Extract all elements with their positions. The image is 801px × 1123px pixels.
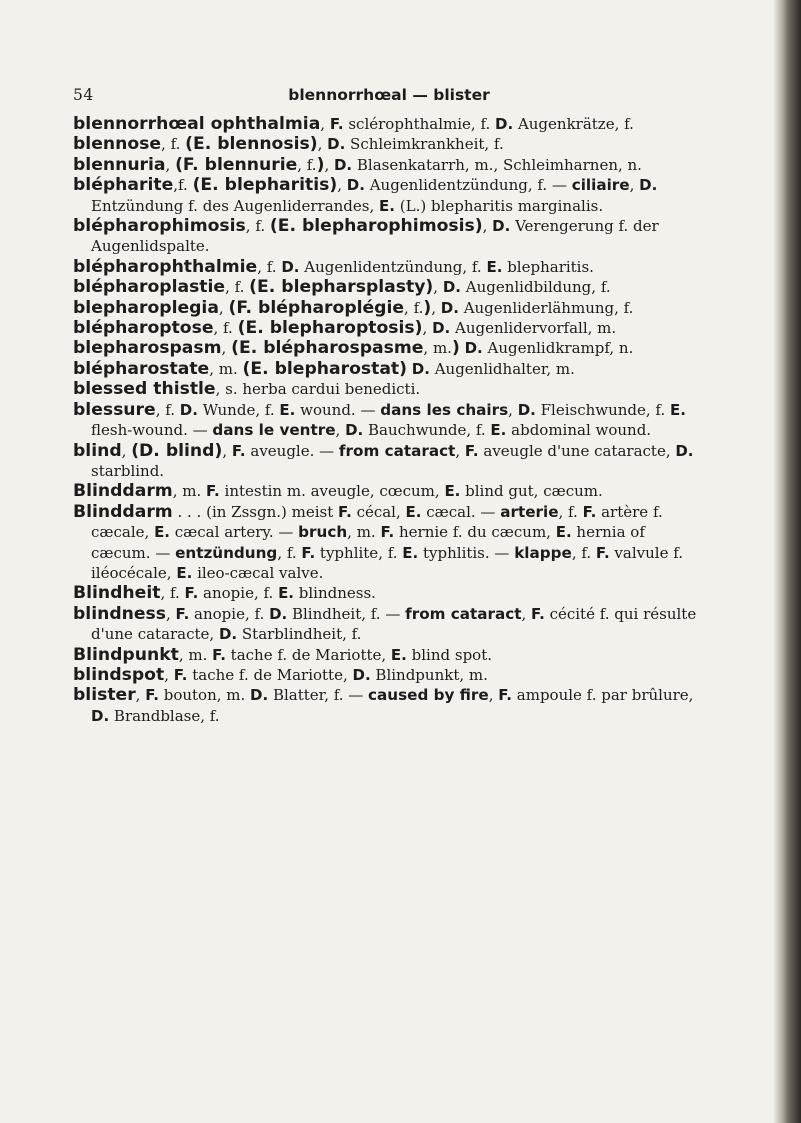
- entry-text: ,: [320, 115, 330, 133]
- entry-text: blindness.: [294, 584, 376, 603]
- entry-text: sclérophthalmie, f.: [343, 115, 496, 133]
- entry-text: wound. —: [295, 400, 381, 419]
- entry-text: Blindheit, f. —: [287, 604, 406, 623]
- language-label: F.: [206, 482, 220, 501]
- entry-text: blepharitis.: [502, 257, 594, 276]
- entry-text: , f.: [225, 278, 250, 297]
- headword: blépharoptose: [73, 318, 214, 339]
- entry-text: ampoule f. par brûlure,: [512, 686, 694, 705]
- headword: blister: [73, 685, 136, 706]
- entry-text: tache f. de Mariotte,: [225, 645, 391, 664]
- language-label: F.: [145, 686, 159, 705]
- entry-text: ,: [337, 176, 347, 195]
- entry-text: ,: [629, 176, 640, 195]
- language-label: E.: [390, 645, 407, 664]
- dictionary-entry: [73, 685, 705, 726]
- entry-text: , f.: [213, 319, 238, 338]
- entry-text: , f.: [297, 155, 317, 174]
- entry-text: cæcal. —: [421, 502, 501, 521]
- headword: blepharoplegia: [73, 297, 219, 318]
- headword: blindness: [73, 603, 166, 624]
- headword: Blinddarm: [73, 481, 173, 502]
- headword: blind: [73, 440, 122, 461]
- subentry: arterie: [500, 502, 559, 521]
- entry-text: , f.: [245, 217, 270, 236]
- entry-text: Bauchwunde, f.: [363, 421, 491, 440]
- entry-text: ,: [521, 604, 532, 623]
- dictionary-entry: [73, 359, 705, 379]
- entry-text: Augenliderlähmung, f.: [458, 298, 634, 317]
- entry-text: ileo-cæcal valve.: [192, 563, 324, 582]
- entry-text: , f.: [160, 584, 185, 603]
- language-label: E.: [279, 400, 296, 419]
- language-label: D.: [517, 400, 536, 419]
- subentry: bruch: [298, 523, 348, 542]
- language-label: D.: [411, 359, 430, 378]
- entry-text: Fleischwunde, f.: [535, 400, 670, 419]
- headword: Blindpunkt: [73, 644, 179, 665]
- entry-text: ,: [317, 135, 328, 154]
- subentry: from cataract: [338, 441, 456, 460]
- dictionary-entry: [73, 604, 705, 645]
- entry-text: Augenlidkrampf, n.: [482, 339, 634, 358]
- entry-text: , f.: [277, 543, 302, 562]
- entry-text: anopie, f.: [189, 604, 270, 623]
- entry-text: tache f. de Mariotte,: [187, 665, 353, 684]
- language-label: D.: [345, 421, 364, 440]
- headword: Blinddarm: [73, 501, 173, 522]
- entry-text: bouton, m.: [158, 686, 251, 705]
- headword: ): [423, 297, 432, 318]
- language-label: D.: [281, 257, 300, 276]
- entry-text: Starblindheit, f.: [237, 625, 362, 644]
- language-label: D.: [440, 298, 459, 317]
- subentry: caused by fire: [368, 686, 489, 705]
- entry-text: Entzündung f. des Augenliderrandes,: [91, 196, 380, 215]
- entry-text: valvule f. iléocécale,: [91, 543, 684, 582]
- headword: blennuria: [73, 154, 166, 175]
- language-label: D.: [352, 665, 371, 684]
- entry-text: Schleimkrankheit, f.: [345, 135, 504, 154]
- entry-text: ,: [164, 665, 174, 684]
- headword: blépharostate: [73, 358, 210, 379]
- entry-text: , m.: [209, 359, 243, 378]
- language-label: F.: [380, 523, 395, 542]
- page-edge-shadow: [773, 0, 801, 1123]
- language-label: E.: [486, 257, 503, 276]
- dictionary-entry: [73, 114, 705, 134]
- dictionary-entry: [73, 665, 705, 685]
- page-number: 54: [73, 86, 94, 104]
- entry-text: Blatter, f. —: [268, 686, 369, 705]
- subentry: from cataract: [405, 604, 522, 623]
- language-label: D.: [495, 115, 514, 133]
- headword: blepharospasm: [73, 338, 222, 359]
- entry-text: ,: [221, 339, 232, 358]
- language-label: F.: [329, 115, 344, 133]
- entry-text: . . . (in Zssgn.) meist: [172, 502, 339, 521]
- entry-text: Brandblase, f.: [109, 706, 220, 725]
- language-label: D.: [91, 706, 110, 725]
- entry-text: starblind.: [91, 461, 165, 480]
- headword: (E. blepharsplasty): [249, 277, 434, 298]
- entry-text: ,: [218, 298, 229, 317]
- entry-text: Augenlidentzündung, f.: [299, 257, 487, 276]
- entry-text: aveugle d'une cataracte,: [478, 441, 676, 460]
- language-label: E.: [405, 502, 422, 521]
- running-head: blennorrhœal — blister: [288, 86, 490, 104]
- dictionary-entry: [73, 583, 705, 603]
- headword: blessure: [73, 399, 156, 420]
- headword: (D. blind): [131, 440, 223, 461]
- entry-text: blind spot.: [406, 645, 492, 664]
- headword: blennose: [73, 134, 162, 155]
- language-label: E.: [402, 543, 419, 562]
- headword: blépharite: [73, 175, 174, 196]
- headword: ): [451, 338, 460, 359]
- language-label: F.: [498, 686, 513, 705]
- dictionary-entry: [73, 257, 705, 277]
- dictionary-entry: [73, 645, 705, 665]
- dictionary-entry: [73, 298, 705, 318]
- entry-text: cécité f. qui résulte d'une cataracte,: [91, 604, 697, 644]
- entry-text: , m.: [178, 645, 213, 664]
- language-label: D.: [218, 625, 238, 644]
- language-label: E.: [444, 482, 461, 501]
- entry-text: ,: [165, 155, 176, 174]
- language-label: E.: [278, 584, 295, 603]
- entry-list: [73, 114, 705, 726]
- entry-text: aveugle. —: [245, 441, 339, 460]
- entry-text: , m.: [347, 523, 381, 542]
- language-label: D.: [432, 319, 451, 338]
- entry-text: Augenlidentzündung, f. —: [364, 176, 572, 195]
- headword: (E. blennosis): [185, 134, 318, 155]
- language-label: D.: [639, 176, 658, 195]
- entry-text: ,: [335, 421, 346, 440]
- entry-text: ,: [324, 155, 334, 174]
- entry-text: abdominal wound.: [506, 421, 652, 440]
- subentry: ciliaire: [571, 176, 630, 195]
- entry-text: cæcal artery. —: [170, 523, 299, 542]
- language-label: D.: [327, 135, 346, 154]
- entry-text: Augenlidhalter, m.: [429, 359, 575, 378]
- dictionary-entry: [73, 134, 705, 154]
- entry-text: , f.: [257, 257, 282, 276]
- entry-text: Verengerung f. der Augenlidspalte.: [91, 217, 659, 256]
- language-label: F.: [173, 665, 188, 684]
- entry-text: Augenlidervorfall, m.: [450, 319, 617, 338]
- entry-text: artère f. cæcale,: [91, 502, 663, 542]
- entry-text: , f.: [161, 135, 186, 154]
- language-label: D.: [333, 155, 353, 174]
- language-label: F.: [212, 645, 226, 664]
- entry-text: (L.) blepharitis marginalis.: [394, 196, 604, 215]
- entry-text: flesh-wound. —: [91, 421, 213, 440]
- entry-text: , f.: [404, 298, 424, 317]
- entry-text: cécal,: [351, 502, 406, 521]
- language-label: E.: [669, 400, 686, 419]
- subentry: dans le ventre: [212, 421, 336, 440]
- language-label: E.: [154, 523, 171, 542]
- dictionary-entry: [73, 400, 705, 441]
- dictionary-entry: [73, 318, 705, 338]
- language-label: E.: [379, 196, 395, 215]
- language-label: E.: [490, 421, 507, 440]
- entry-text: , s. herba cardui benedicti.: [215, 380, 421, 399]
- entry-text: anopie, f.: [198, 584, 279, 603]
- language-label: D.: [492, 217, 511, 236]
- language-label: E.: [555, 523, 572, 542]
- dictionary-entry: [73, 379, 705, 399]
- entry-text: ,: [482, 217, 493, 236]
- entry-text: ,: [165, 604, 176, 623]
- headword: (F. blépharoplégie: [228, 297, 405, 318]
- entry-text: , m.: [172, 482, 207, 501]
- headword: blépharophimosis: [73, 216, 246, 237]
- entry-text: ,: [121, 441, 132, 460]
- entry-text: ,: [455, 441, 465, 460]
- entry-text: blind gut, cæcum.: [460, 482, 603, 501]
- entry-text: Augenlidbildung, f.: [460, 278, 611, 297]
- language-label: D.: [250, 686, 269, 705]
- language-label: F.: [582, 502, 597, 521]
- language-label: F.: [595, 543, 610, 562]
- language-label: F.: [464, 441, 479, 460]
- entry-text: ,: [422, 319, 433, 338]
- entry-text: ,f.: [173, 176, 193, 195]
- entry-text: hernia of cæcum. —: [91, 523, 645, 562]
- entry-text: ,: [433, 278, 443, 297]
- language-label: D.: [269, 604, 288, 623]
- language-label: F.: [531, 604, 545, 623]
- headword: (E. blépharospasme: [231, 338, 424, 359]
- entry-text: ,: [488, 686, 499, 705]
- language-label: E.: [176, 563, 193, 582]
- language-label: F.: [175, 604, 190, 623]
- entry-text: typhlitis. —: [418, 543, 515, 562]
- dictionary-entry: [73, 175, 705, 216]
- language-label: F.: [338, 502, 352, 521]
- language-label: D.: [675, 441, 694, 460]
- headword: (E. blepharitis): [192, 175, 338, 196]
- dictionary-entry: [73, 277, 705, 297]
- language-label: F.: [231, 441, 246, 460]
- subentry: klappe: [514, 543, 572, 562]
- headword: blennorrhœal ophthalmia: [73, 114, 321, 134]
- entry-text: ,: [431, 298, 441, 317]
- entry-text: , f.: [571, 543, 596, 562]
- dictionary-entry: [73, 441, 705, 482]
- headword: (E. blepharoptosis): [237, 318, 423, 339]
- headword: blessed thistle: [73, 379, 216, 400]
- entry-text: ,: [135, 686, 146, 705]
- subentry: dans les chairs: [380, 400, 509, 419]
- dictionary-entry: [73, 155, 705, 175]
- entry-text: Blindpunkt, m.: [370, 665, 488, 684]
- entry-text: intestin m. aveugle, cœcum,: [219, 482, 445, 501]
- entry-text: Augenkrätze, f.: [513, 115, 634, 133]
- language-label: D.: [346, 176, 365, 195]
- page-header: [73, 86, 705, 108]
- entry-text: typhlite, f.: [315, 543, 403, 562]
- language-label: F.: [184, 584, 199, 603]
- headword: blépharophthalmie: [73, 256, 258, 277]
- entry-text: ,: [508, 400, 518, 419]
- entry-text: hernie f. du cæcum,: [394, 523, 556, 542]
- headword: blindspot: [73, 664, 165, 685]
- dictionary-entry: [73, 502, 705, 584]
- language-label: D.: [464, 339, 483, 358]
- entry-text: , f.: [155, 400, 180, 419]
- entry-text: ,: [222, 441, 232, 460]
- headword: (E. blepharophimosis): [269, 216, 483, 237]
- entry-text: Wunde, f.: [197, 400, 280, 419]
- dictionary-entry: [73, 338, 705, 358]
- headword: blépharoplastie: [73, 277, 226, 298]
- entry-text: Blasenkatarrh, m., Schleimharnen, n.: [352, 155, 642, 174]
- headword: ): [316, 154, 325, 175]
- headword: Blindheit: [73, 583, 161, 604]
- language-label: D.: [442, 278, 461, 297]
- language-label: D.: [179, 400, 198, 419]
- entry-text: , m.: [423, 339, 452, 358]
- headword: (E. blepharostat): [242, 358, 407, 379]
- headword: (F. blennurie: [175, 154, 298, 175]
- dictionary-entry: [73, 216, 705, 257]
- dictionary-entry: [73, 481, 705, 501]
- language-label: F.: [301, 543, 316, 562]
- entry-text: , f.: [558, 502, 583, 521]
- subentry: entzündung: [175, 543, 278, 562]
